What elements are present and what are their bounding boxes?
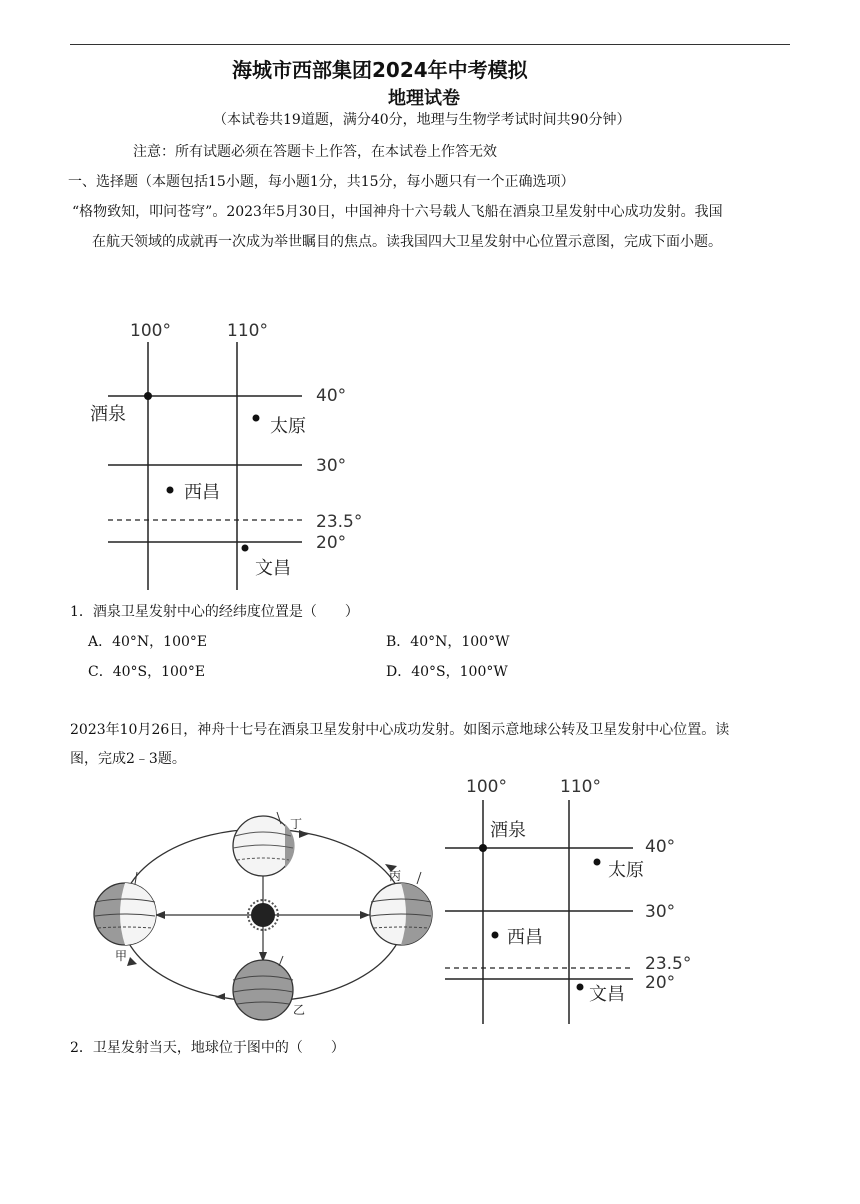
xichang-dot (167, 487, 174, 494)
passage-2-line-1: 2023年10月26日，神舟十七号在酒泉卫星发射中心成功发射。如图示意地球公转及卫星发射中心位置。读 (70, 722, 730, 738)
sun-icon (251, 903, 275, 927)
lat-label-40: 40° (316, 386, 347, 406)
site-taiyuan: 太原 (270, 416, 306, 437)
site-xichang: 西昌 (184, 482, 220, 503)
label-bing: 丙 (389, 869, 402, 883)
wenchang-dot (242, 545, 249, 552)
earth-ding-icon (233, 812, 295, 876)
lat-label-20: 20° (316, 533, 347, 553)
label-jia: 甲 (115, 949, 128, 963)
exam-title: 海城市西部集团2024年中考模拟 (232, 58, 528, 82)
site-jiuquan: 酒泉 (90, 404, 126, 425)
lat-label-30: 30° (316, 456, 347, 476)
section-heading: 一、选择题（本题包括15小题，每小题1分，共15分，每小题只有一个正确选项） (68, 174, 575, 190)
intro-line-1: “格物致知，叩问苍穹”。2023年5月30日，中国神舟十六号载人飞船在酒泉卫星发射中心成功发射。我国 (72, 204, 723, 220)
label-yi: 乙 (293, 1003, 306, 1017)
map2-site-xichang: 西昌 (507, 927, 543, 948)
exam-info: （本试卷共19道题，满分40分，地理与生物学考试时间共90分钟） (213, 112, 631, 128)
earth-jia-icon (94, 872, 156, 945)
top-rule (70, 44, 790, 45)
q1-option-a[interactable]: A．40°N，100°E (88, 634, 208, 650)
map2-site-jiuquan: 酒泉 (490, 820, 526, 841)
lon-label-110: 110° (227, 321, 268, 341)
jiuquan-dot (144, 392, 152, 400)
q1-stem: 1．酒泉卫星发射中心的经纬度位置是（ ） (70, 604, 359, 620)
lon-label-100: 100° (130, 321, 171, 341)
q1-option-b[interactable]: B．40°N，100°W (386, 634, 510, 650)
map2-lon-label-110: 110° (560, 777, 601, 797)
launch-site-map-1 (80, 310, 380, 600)
map2-lat-label-40: 40° (645, 837, 676, 857)
map2-lat-label-30: 30° (645, 902, 676, 922)
exam-notice: 注意：所有试题必须在答题卡上作答，在本试卷上作答无效 (133, 144, 497, 160)
lat-label-23-5: 23.5° (316, 512, 363, 532)
map2-lon-label-100: 100° (466, 777, 507, 797)
taiyuan-dot (253, 415, 260, 422)
site-wenchang: 文昌 (255, 558, 291, 579)
earth-orbit-diagram (85, 802, 440, 1027)
passage-2-line-2: 图，完成2﹣3题。 (70, 751, 186, 767)
map2-site-taiyuan: 太原 (608, 860, 644, 881)
label-ding: 丁 (290, 817, 303, 831)
map2-lat-label-20: 20° (645, 973, 676, 993)
map2-lat-label-23-5: 23.5° (645, 954, 692, 974)
q1-option-c[interactable]: C．40°S，100°E (88, 664, 206, 680)
earth-yi-icon (233, 956, 293, 1020)
exam-subtitle: 地理试卷 (388, 88, 460, 109)
launch-site-map-2 (440, 772, 710, 1032)
q2-stem: 2．卫星发射当天，地球位于图中的（ ） (70, 1040, 345, 1056)
q1-option-d[interactable]: D．40°S，100°W (386, 664, 508, 680)
map2-site-wenchang: 文昌 (589, 984, 625, 1005)
intro-line-2: 在航天领域的成就再一次成为举世瞩目的焦点。读我国四大卫星发射中心位置示意图，完成下面小题。 (92, 234, 722, 250)
